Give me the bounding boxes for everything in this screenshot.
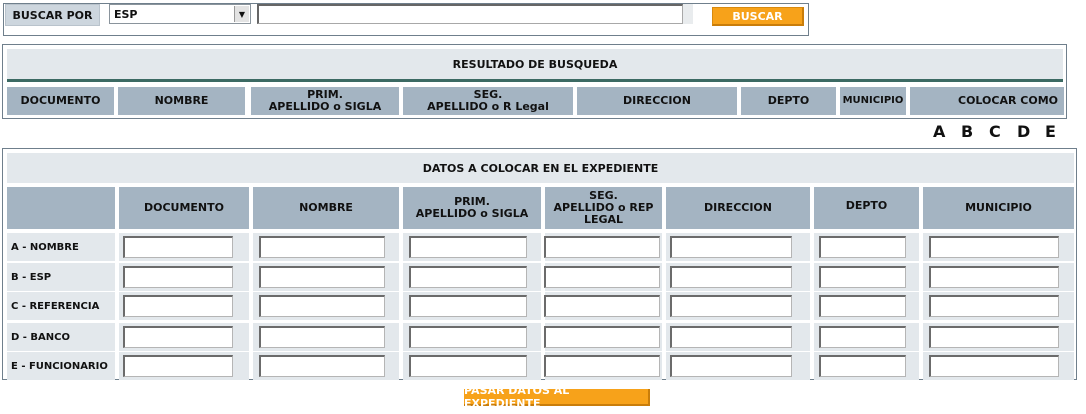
result-header-municipio: MUNICIPIO xyxy=(840,87,906,115)
expediente-header-prim-apellido: PRIM. APELLIDO o SIGLA xyxy=(403,187,541,229)
row-label: B - ESP xyxy=(7,263,115,291)
documento-field[interactable] xyxy=(123,236,233,258)
colocar-letter-e: E xyxy=(1045,122,1056,141)
municipio-field[interactable] xyxy=(929,266,1059,288)
nombre-field[interactable] xyxy=(259,236,385,258)
prim-apellido-field[interactable] xyxy=(409,326,527,348)
seg-apellido-field[interactable] xyxy=(544,236,660,258)
direccion-field[interactable] xyxy=(670,236,792,258)
documento-field[interactable] xyxy=(123,295,233,317)
municipio-field[interactable] xyxy=(929,355,1059,377)
colocar-letter-a: A xyxy=(933,122,946,141)
expediente-title: DATOS A COLOCAR EN EL EXPEDIENTE xyxy=(7,153,1074,183)
depto-field[interactable] xyxy=(819,236,906,258)
search-input[interactable] xyxy=(257,4,683,24)
expediente-header-municipio: MUNICIPIO xyxy=(923,187,1074,229)
expediente-header-blank xyxy=(7,187,115,229)
expediente-panel xyxy=(2,148,1077,380)
result-header-nombre: NOMBRE xyxy=(118,87,245,115)
direccion-field[interactable] xyxy=(670,295,792,317)
row-label: A - NOMBRE xyxy=(7,233,115,261)
result-header-colocar-como: COLOCAR COMO xyxy=(910,87,1064,115)
expediente-header-documento: DOCUMENTO xyxy=(119,187,249,229)
chevron-down-icon[interactable]: ▼ xyxy=(234,6,249,22)
result-divider xyxy=(7,79,1063,82)
buscar-button[interactable]: BUSCAR xyxy=(712,7,804,26)
seg-apellido-field[interactable] xyxy=(544,355,660,377)
nombre-field[interactable] xyxy=(259,355,385,377)
prim-apellido-field[interactable] xyxy=(409,355,527,377)
nombre-field[interactable] xyxy=(259,295,385,317)
documento-field[interactable] xyxy=(123,355,233,377)
prim-apellido-field[interactable] xyxy=(409,236,527,258)
expediente-header-nombre: NOMBRE xyxy=(253,187,399,229)
direccion-field[interactable] xyxy=(670,326,792,348)
search-type-select[interactable] xyxy=(109,4,251,24)
direccion-field[interactable] xyxy=(670,355,792,377)
expediente-header-depto: DEPTO xyxy=(814,187,919,229)
expediente-header-seg-apellido: SEG. APELLIDO o REP LEGAL xyxy=(545,187,662,229)
depto-field[interactable] xyxy=(819,295,906,317)
result-header-depto: DEPTO xyxy=(741,87,836,115)
row-label: E - FUNCIONARIO xyxy=(7,352,115,380)
result-header-direccion: DIRECCION xyxy=(577,87,737,115)
result-header-prim-apellido: PRIM. APELLIDO o SIGLA xyxy=(251,87,399,115)
depto-field[interactable] xyxy=(819,355,906,377)
result-panel xyxy=(2,44,1067,119)
seg-apellido-field[interactable] xyxy=(544,266,660,288)
seg-apellido-field[interactable] xyxy=(544,326,660,348)
municipio-field[interactable] xyxy=(929,326,1059,348)
row-label: C - REFERENCIA xyxy=(7,292,115,320)
search-type-value: ESP xyxy=(114,7,138,21)
direccion-field[interactable] xyxy=(670,266,792,288)
seg-apellido-field[interactable] xyxy=(544,295,660,317)
result-title: RESULTADO DE BUSQUEDA xyxy=(7,49,1063,79)
prim-apellido-field[interactable] xyxy=(409,266,527,288)
expediente-header-direccion: DIRECCION xyxy=(666,187,810,229)
municipio-field[interactable] xyxy=(929,295,1059,317)
depto-field[interactable] xyxy=(819,326,906,348)
documento-field[interactable] xyxy=(123,266,233,288)
result-header-documento: DOCUMENTO xyxy=(7,87,114,115)
search-input-edge xyxy=(683,4,693,24)
colocar-letter-b: B xyxy=(961,122,974,141)
colocar-letter-c: C xyxy=(989,122,1001,141)
municipio-field[interactable] xyxy=(929,236,1059,258)
result-header-seg-apellido: SEG. APELLIDO o R Legal xyxy=(403,87,573,115)
nombre-field[interactable] xyxy=(259,266,385,288)
depto-field[interactable] xyxy=(819,266,906,288)
prim-apellido-field[interactable] xyxy=(409,295,527,317)
row-label: D - BANCO xyxy=(7,323,115,351)
nombre-field[interactable] xyxy=(259,326,385,348)
buscar-por-label: BUSCAR POR xyxy=(5,4,100,26)
colocar-letter-d: D xyxy=(1017,122,1031,141)
pasar-datos-button[interactable]: PASAR DATOS AL EXPEDIENTE xyxy=(464,389,650,406)
documento-field[interactable] xyxy=(123,326,233,348)
